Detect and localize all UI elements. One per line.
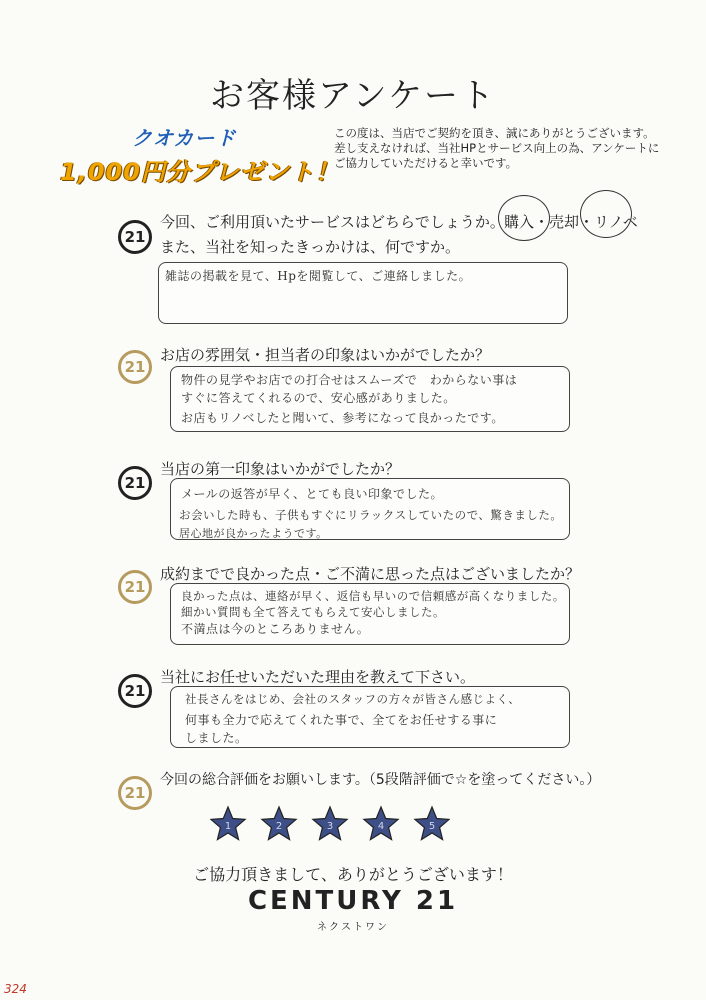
answer-box-5[interactable] <box>170 686 570 748</box>
question-5-text: 当社にお任せいただいた理由を教えて下さい。 <box>160 668 476 686</box>
star-number-label: 1 <box>224 821 232 832</box>
answer-line: 何事も全力で応えてくれた事で、全てをお任せする事に <box>185 713 498 727</box>
answer-line: 細かい質問も全て答えてもらえて安心しました。 <box>181 605 445 619</box>
selected-option-circle <box>580 190 632 238</box>
intro-line: この度は、当店でご契約を頂き、誠にありがとうございます。 <box>334 126 655 140</box>
brand-logo: CENTURY 21 <box>247 886 459 916</box>
century21-badge-icon: 21 <box>118 220 152 254</box>
star-number-label: 2 <box>275 821 283 832</box>
answer-box-1[interactable] <box>158 262 568 324</box>
selected-option-circle <box>498 195 550 241</box>
century21-badge-icon: 21 <box>118 570 152 604</box>
question-1-subtext: また、当社を知ったきっかけは、何ですか。 <box>160 238 461 256</box>
question-1-text: 今回、ご利用頂いたサービスはどちらでしょうか。 <box>160 213 505 231</box>
question-2-text: お店の雰囲気・担当者の印象はいかがでしたか？ <box>160 346 491 364</box>
century21-badge-icon: 21 <box>118 776 152 810</box>
answer-line: お会いした時も、子供もすぐにリラックスしていたので、驚きました。 <box>179 508 563 522</box>
star-number-label: 4 <box>377 821 385 832</box>
thanks-message: ご協力頂きまして、ありがとうございます！ <box>193 865 513 884</box>
answer-line: 雑誌の掲載を見て、Hpを閲覧して、ご連絡しました。 <box>165 269 472 283</box>
intro-line: ご協力していただけると幸いです。 <box>334 156 518 170</box>
answer-box-3[interactable] <box>170 478 570 540</box>
branch-name: ネクストワン <box>317 922 389 933</box>
answer-line: お店もリノベしたと聞いて、参考になって良かったです。 <box>181 411 504 425</box>
answer-box-2[interactable] <box>170 366 570 432</box>
promo-gift-amount: 1,000円分プレゼント！ <box>60 158 340 186</box>
promo-card-name: クオカード <box>132 126 237 150</box>
century21-badge-icon: 21 <box>118 466 152 500</box>
star-rating-graphic <box>210 805 450 845</box>
answer-line: 物件の見学やお店での打合せはスムーズで わからない事は <box>181 373 518 387</box>
answer-line: すぐに答えてくれるので、安心感がありました。 <box>181 391 456 405</box>
answer-line: 居心地が良かったようです。 <box>179 527 328 540</box>
star-number-label: 3 <box>326 821 334 832</box>
question-3-text: 当店の第一印象はいかがでしたか？ <box>160 460 401 478</box>
service-options: 購入・売却・リノベ <box>504 213 638 231</box>
answer-line: 社長さんをはじめ、会社のスタッフの方々が皆さん感じよく、 <box>185 692 521 706</box>
question-6-text: 今回の総合評価をお願いします。（5段階評価で☆を塗ってください。） <box>160 772 601 788</box>
question-4-text: 成約までで良かった点・ご不満に思った点はございましたか？ <box>160 565 581 583</box>
answer-line: 不満点は今のところありません。 <box>181 622 370 636</box>
answer-line: しました。 <box>185 731 248 745</box>
star-rating[interactable] <box>210 805 450 845</box>
page-number: 324 <box>4 982 27 996</box>
century21-badge-icon: 21 <box>118 350 152 384</box>
intro-text <box>334 126 674 171</box>
answer-line: メールの返答が早く、とても良い印象でした。 <box>181 487 444 501</box>
century21-badge-icon: 21 <box>118 674 152 708</box>
page-title: お客様アンケート <box>210 76 496 116</box>
answer-line: 良かった点は、連絡が早く、返信も早いので信頼感が高くなりました。 <box>181 589 565 603</box>
star-number-label: 5 <box>428 821 436 832</box>
answer-box-4[interactable] <box>170 583 570 645</box>
intro-line: 差し支えなければ、当社HPとサービス向上の為、アンケートに <box>334 141 660 155</box>
